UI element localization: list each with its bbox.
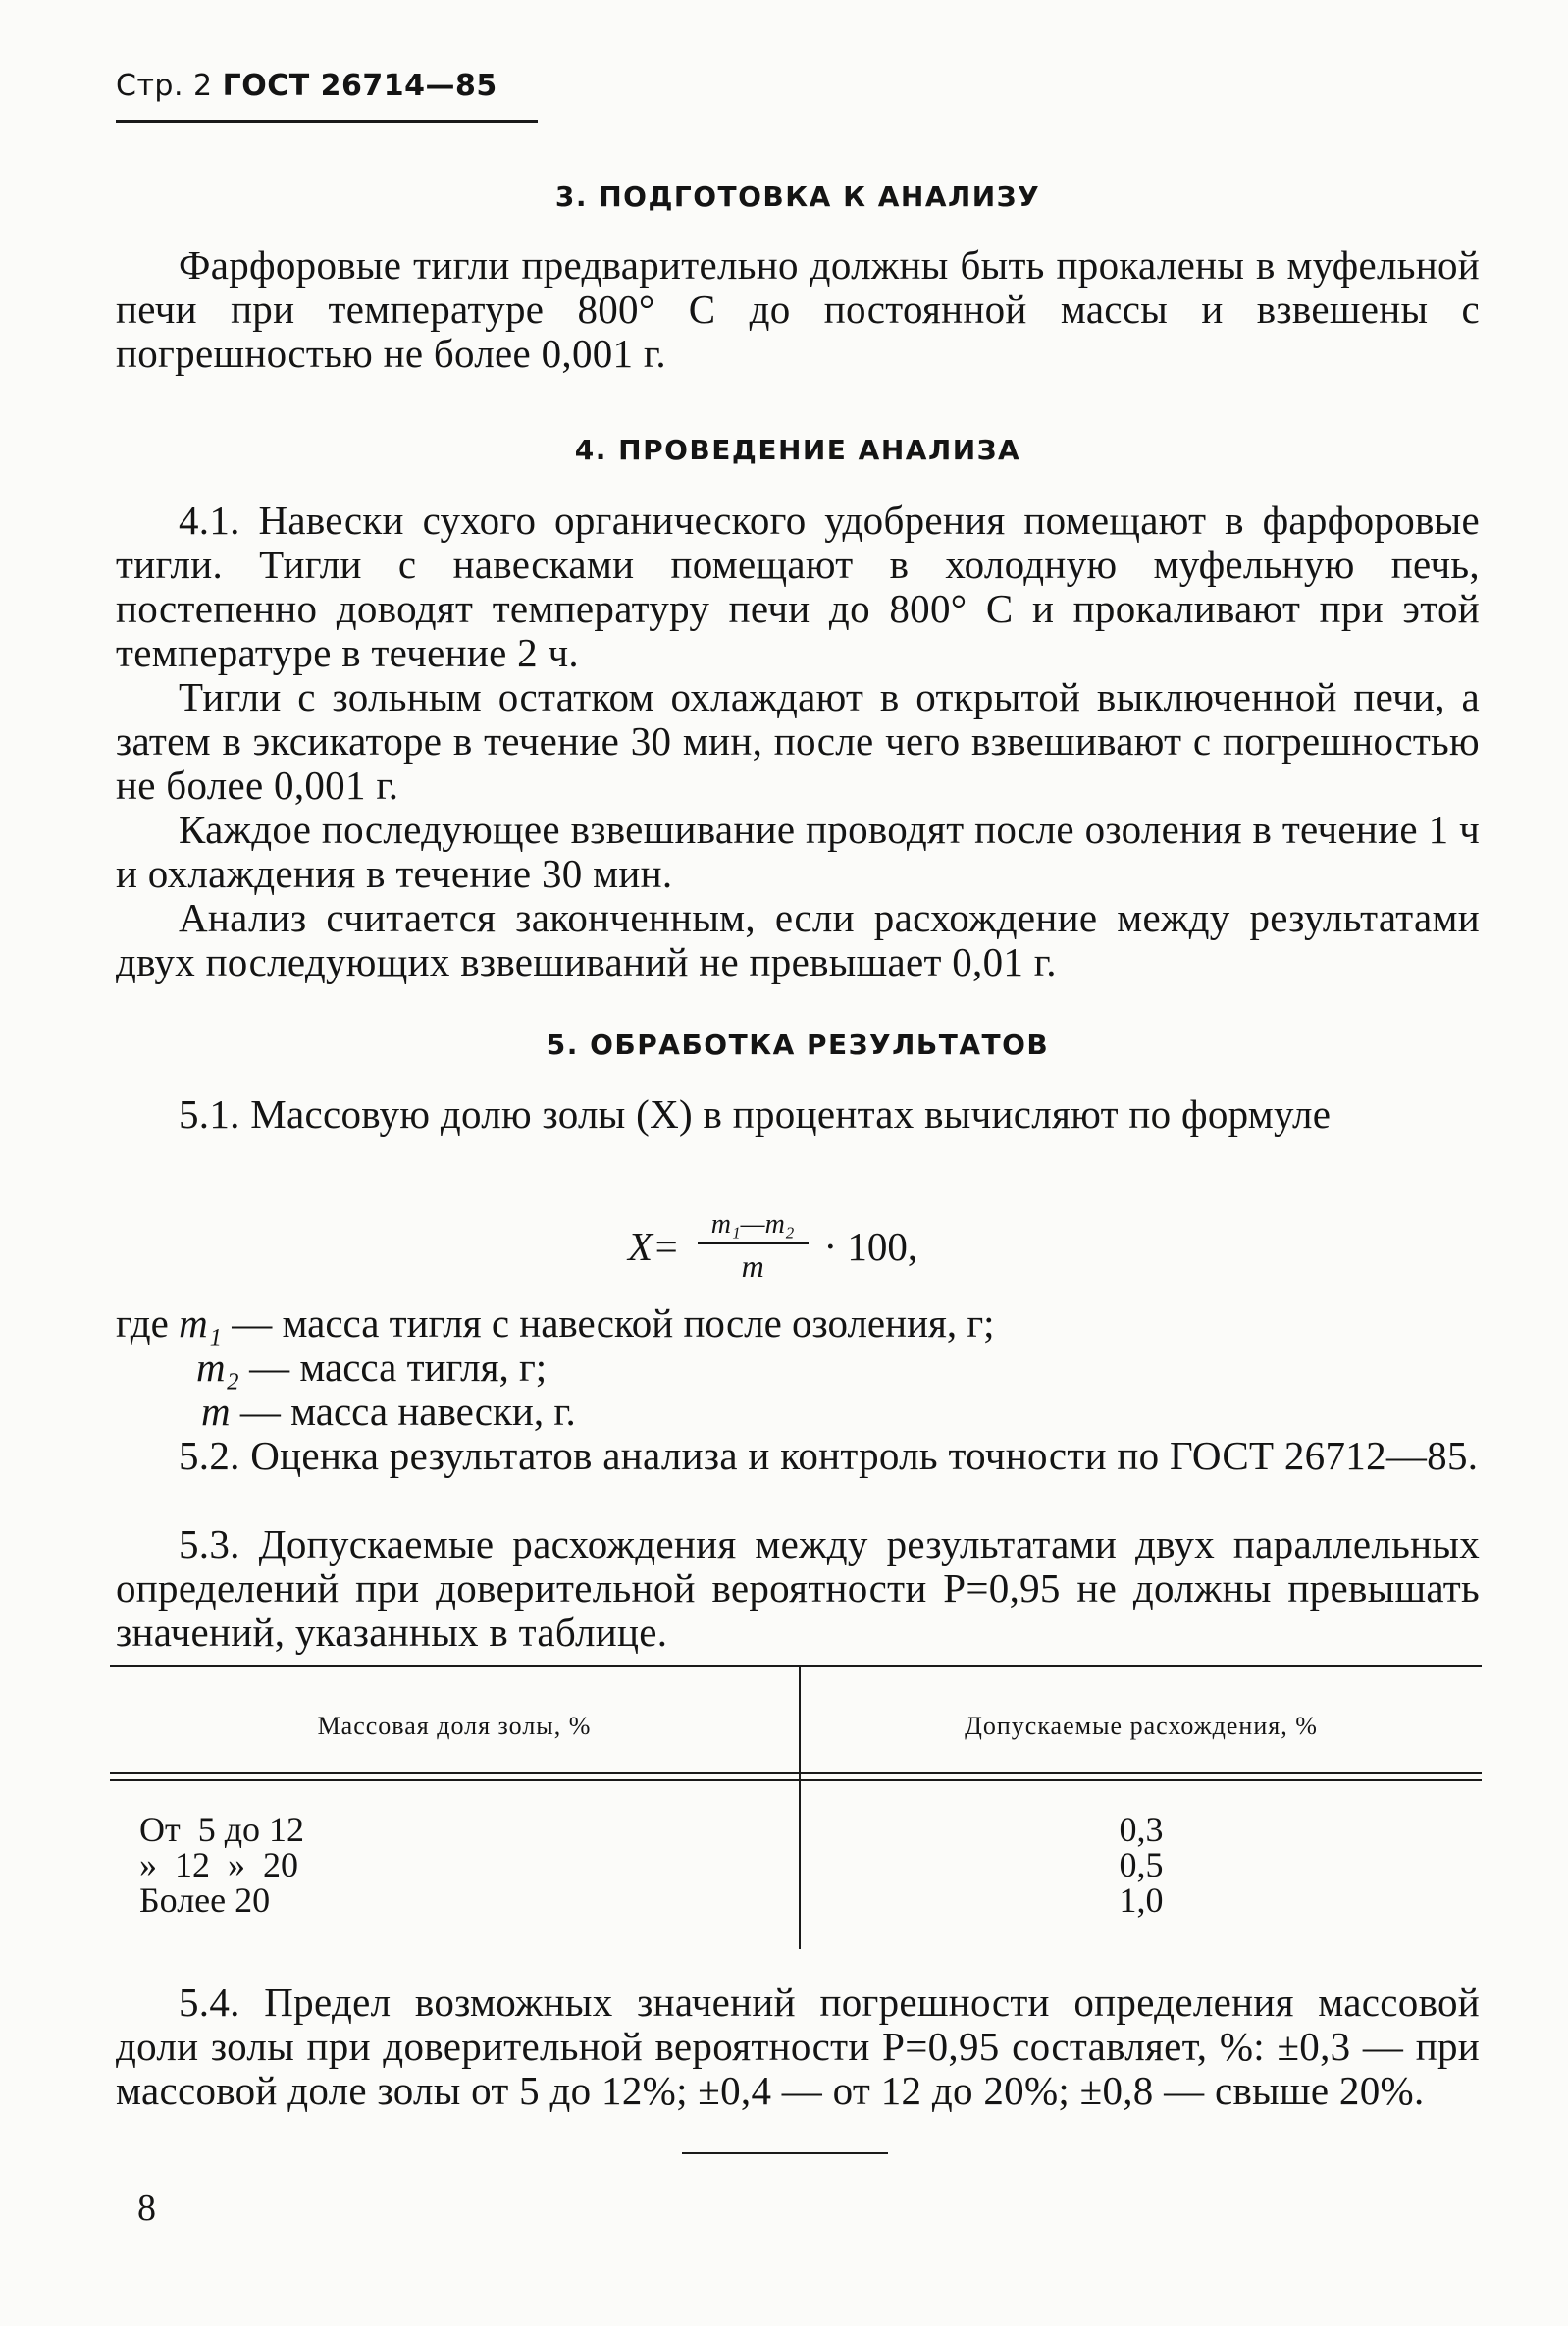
formula-factor: · 100,: [823, 1224, 918, 1269]
table-header-rule: [110, 1779, 1482, 1781]
paragraph-4-1-reweighing: Каждое последующее взвешивание проводят после озоления в течение 1 ч и охлаждения в течение 30 мин.: [116, 807, 1480, 896]
table-cell-range: От 5 до 12: [139, 1810, 305, 1849]
formula-fraction: [698, 1209, 809, 1285]
table-cell-value: 0,3: [1119, 1810, 1164, 1849]
tolerance-table: [110, 1665, 1482, 1949]
formula-numerator: m₁—m₂: [698, 1209, 809, 1244]
paragraph-5-2: 5.2. Оценка результатов анализа и контроль точности по ГОСТ 26712—85.: [179, 1433, 1479, 1478]
page-label: Стр. 2: [116, 69, 213, 103]
legend-variable: m₂: [196, 1345, 239, 1390]
page-number: 8: [137, 2188, 156, 2229]
legend-line: m₂ — масса тигля, г;: [196, 1345, 548, 1390]
table-cell-value: 1,0: [1119, 1880, 1164, 1920]
table-column-tolerances: [801, 1812, 1482, 1918]
table-top-rule: [110, 1665, 1482, 1667]
table-header-rule: [110, 1772, 1482, 1774]
legend-line: где m₁ — масса тигля с навеской после озоления, г;: [116, 1300, 995, 1346]
end-rule: [682, 2152, 888, 2154]
paragraph-4-1: 4.1. Навески сухого органического удобрения помещают в фарфоровые тигли. Тигли с навесками помещают в холодную муфельную печь, постепенно доводят температуру печи до 800° С и прокаливают при этой температуре в течение 2 ч.: [116, 498, 1480, 675]
formula-lhs: X=: [628, 1224, 680, 1269]
formula-denominator: m: [741, 1247, 764, 1284]
paragraph-4-1-completion: Анализ считается законченным, если расхождение между результатами двух последующих взвешиваний не превышает 0,01 г.: [116, 895, 1480, 984]
legend-line: m — масса навески, г.: [201, 1389, 576, 1434]
paragraph-5-4: 5.4. Предел возможных значений погрешности определения массовой доли золы при доверительной вероятности P=0,95 составляет, %: ±0,3 — при массовой доле золы от 5 до 12%; ±0,4 — от 12 до 20%; ±0,8 — свыше 20%.: [116, 1980, 1480, 2113]
legend-variable: m₁: [179, 1300, 222, 1346]
table-cell-range: » 12 » 20: [139, 1845, 298, 1884]
standard-code: ГОСТ 26714—85: [222, 69, 497, 103]
table-header-tolerance: Допускаемые расхождения, %: [965, 1712, 1318, 1740]
header-rule: [116, 120, 538, 123]
section-3-heading: 3. ПОДГОТОВКА К АНАЛИЗУ: [554, 181, 1041, 213]
table-column-ranges: [139, 1812, 304, 1918]
paragraph-5-1: 5.1. Массовую долю золы (X) в процентах вычисляют по формуле: [179, 1091, 1332, 1137]
paragraph-4-1-cooling: Тигли с зольным остатком охлаждают в открытой выключенной печи, а затем в эксикаторе в течение 30 мин, после чего взвешивают с погрешностью не более 0,001 г.: [116, 674, 1480, 808]
section-5-heading: 5. ОБРАБОТКА РЕЗУЛЬТАТОВ: [546, 1029, 1050, 1061]
section-4-heading: 4. ПРОВЕДЕНИЕ АНАЛИЗА: [574, 434, 1021, 466]
section-3-text: Фарфоровые тигли предварительно должны быть прокалены в муфельной печи при температуре 800° С до постоянной массы и взвешены с погрешностью не более 0,001 г.: [116, 242, 1480, 376]
table-header-ash-fraction: Массовая доля золы, %: [317, 1712, 592, 1740]
paragraph-5-3: 5.3. Допускаемые расхождения между результатами двух параллельных определений при доверительной вероятности P=0,95 не должны превышать значений, указанных в таблице.: [116, 1521, 1480, 1655]
table-cell-value: 0,5: [1119, 1845, 1164, 1884]
page-header: [116, 69, 497, 103]
legend-variable: m: [201, 1389, 231, 1434]
ash-formula: [628, 1207, 917, 1286]
table-cell-range: Более 20: [139, 1880, 271, 1920]
